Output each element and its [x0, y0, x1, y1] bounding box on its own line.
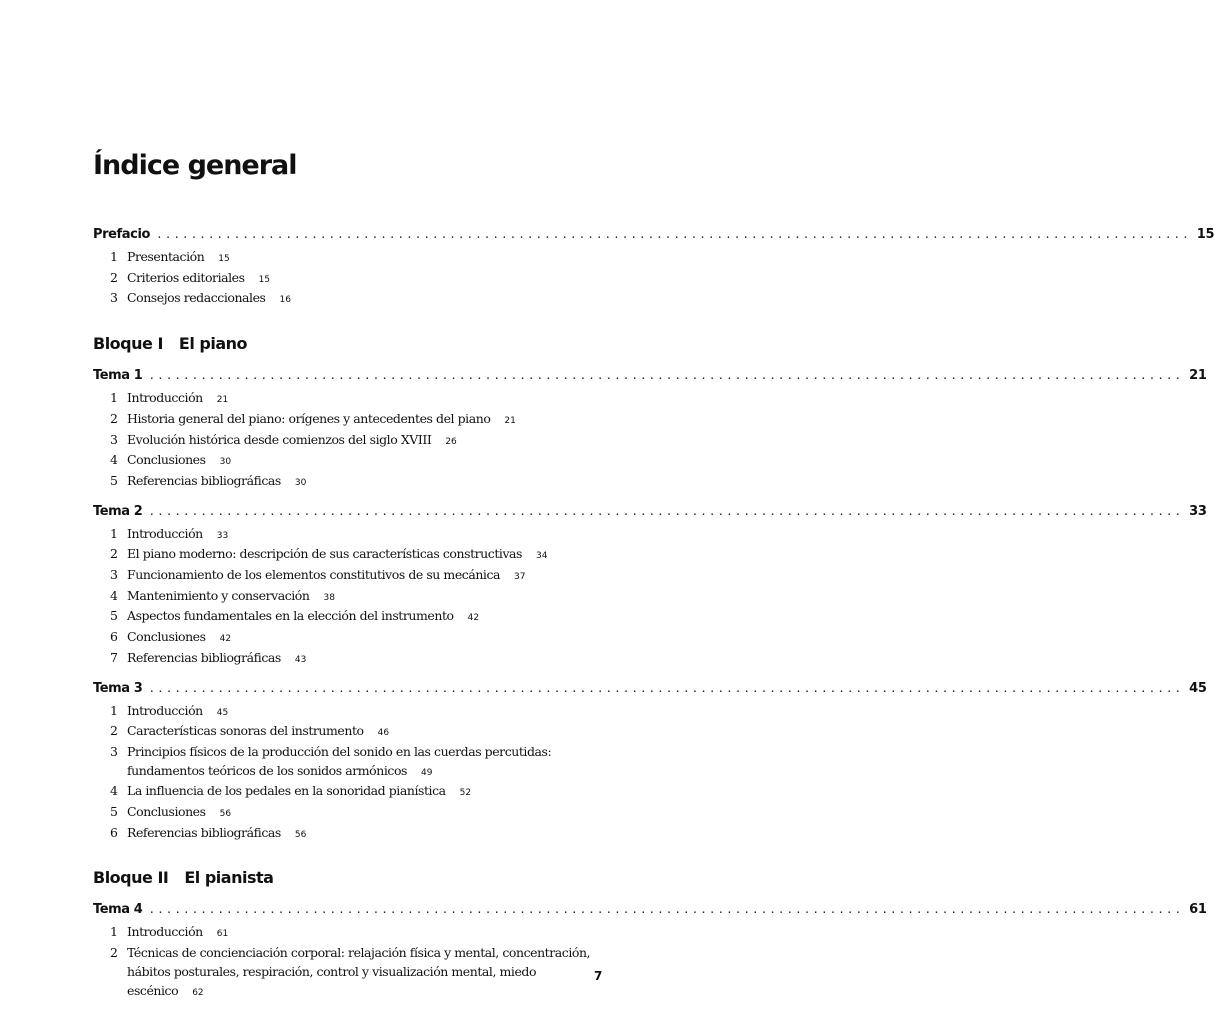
subsection-number: 2 [110, 723, 118, 739]
chapter-label: Tema 3 [93, 680, 143, 696]
subsection-title-text: Criterios editoriales [127, 269, 245, 285]
subsection-item[interactable] [93, 389, 603, 410]
dot-leader: ........................................................................................................................ [148, 903, 1184, 917]
subsection-title [127, 722, 603, 743]
subsection-title [127, 389, 603, 410]
subsection-item[interactable] [93, 566, 603, 587]
subsection-item[interactable] [93, 722, 603, 743]
subsection-title-text: Conclusiones [127, 629, 206, 645]
subsection-number: 1 [110, 702, 118, 718]
subsection-title-text: Historia general del piano: orígenes y antecedentes del piano [127, 410, 491, 426]
subsection-title [127, 525, 603, 546]
subsection-item[interactable] [93, 782, 603, 803]
subsection-item[interactable] [93, 628, 603, 649]
toc-section [93, 503, 1207, 670]
subsection-item[interactable] [93, 545, 603, 566]
subsection-title-text: Conclusiones [127, 804, 206, 820]
subsection-title [127, 472, 603, 493]
subsection-title [127, 269, 603, 290]
subsection-title [127, 607, 603, 628]
subsection-item[interactable] [93, 289, 603, 310]
subsection-title [127, 743, 603, 782]
subsection-item[interactable] [93, 824, 603, 845]
dot-leader: ........................................................................................................................ [148, 504, 1184, 518]
chapter-page-number: 15 [1196, 227, 1214, 242]
subsection-number: 2 [110, 269, 118, 285]
subsection-item[interactable] [93, 587, 603, 608]
chapter-label: Prefacio [93, 227, 151, 242]
block-name: El piano [178, 334, 247, 354]
subsection-number: 4 [110, 452, 118, 468]
subsection-page-number: 15 [258, 274, 271, 285]
subsection-number: 2 [110, 410, 118, 426]
subsection-title [127, 944, 603, 1002]
table-of-contents [93, 227, 1214, 1002]
subsection-title-text: Presentación [127, 249, 205, 264]
subsection-title [127, 628, 603, 649]
subsection-page-number: 33 [216, 530, 229, 541]
subsection-item[interactable] [93, 472, 603, 493]
subsection-item[interactable] [93, 410, 603, 431]
subsection-number: 5 [110, 472, 118, 488]
subsection-title-text: Principios físicos de la producción del sonido en las cuerdas percutidas: fundamentos teóricos de los sonidos armónicos [127, 743, 552, 778]
subsection-list [93, 525, 603, 670]
subsection-number: 5 [110, 608, 118, 624]
page-number: 7 [594, 969, 603, 983]
subsection-title-text: Referencias bibliográficas [127, 824, 281, 840]
subsection-title-text: La influencia de los pedales en la sonoridad pianística [127, 783, 446, 799]
chapter-entry[interactable] [93, 902, 1207, 922]
chapter-entry[interactable] [93, 227, 1214, 247]
subsection-item[interactable] [93, 525, 603, 546]
dot-leader: ........................................................................................................................ [148, 369, 1184, 383]
subsection-page-number: 43 [294, 654, 307, 665]
subsection-number: 1 [110, 249, 118, 264]
subsection-number: 1 [110, 924, 118, 940]
subsection-number: 2 [110, 546, 118, 562]
subsection-title [127, 649, 603, 670]
subsection-title [127, 782, 603, 803]
chapter-entry[interactable] [93, 680, 1207, 701]
subsection-item[interactable] [93, 944, 603, 1002]
subsection-number: 7 [110, 649, 118, 665]
block-label: Bloque II [93, 868, 169, 888]
subsection-page-number: 56 [294, 829, 307, 840]
subsection-title-text: Conclusiones [127, 452, 206, 468]
subsection-number: 3 [110, 743, 118, 759]
subsection-number: 6 [110, 629, 118, 645]
subsection-page-number: 37 [514, 572, 526, 583]
subsection-item[interactable] [93, 803, 603, 824]
subsection-title [127, 702, 603, 723]
subsection-page-number: 34 [536, 551, 548, 562]
subsection-title [127, 923, 603, 944]
subsection-title-text: Características sonoras del instrumento [127, 723, 364, 739]
dot-leader: ........................................................................................................................ [156, 228, 1191, 241]
subsection-page-number: 38 [323, 592, 335, 603]
chapter-page-number: 61 [1189, 902, 1207, 918]
subsection-title-text: Introducción [127, 525, 203, 541]
chapter-entry[interactable] [93, 503, 1207, 524]
subsection-list [93, 702, 603, 845]
block-label: Bloque I [93, 334, 163, 354]
subsection-title [127, 431, 603, 452]
subsection-title [127, 587, 603, 608]
subsection-title [127, 803, 603, 824]
subsection-title [127, 248, 603, 269]
subsection-title-text: Evolución histórica desde comienzos del siglo XVIII [127, 431, 432, 447]
subsection-page-number: 62 [192, 987, 204, 998]
subsection-number: 4 [110, 587, 118, 603]
subsection-title-text: Aspectos fundamentales en la elección del instrumento [127, 608, 454, 624]
subsection-title-text: Funcionamiento de los elementos constitutivos de su mecánica [127, 567, 501, 583]
subsection-item[interactable] [93, 248, 603, 269]
subsection-title-text: Introducción [127, 390, 203, 406]
block-heading [93, 334, 603, 358]
toc-section [93, 680, 1207, 845]
toc-section [93, 227, 1214, 310]
subsection-item[interactable] [93, 269, 603, 290]
chapter-label: Tema 2 [93, 503, 143, 519]
subsection-item[interactable] [93, 702, 603, 723]
subsection-title [127, 824, 603, 845]
chapter-label: Tema 4 [93, 902, 143, 918]
subsection-list [93, 389, 603, 493]
subsection-page-number: 21 [216, 395, 229, 406]
subsection-title [127, 451, 603, 472]
chapter-label: Tema 1 [93, 368, 143, 384]
subsection-title-text: Referencias bibliográficas [127, 649, 281, 665]
subsection-title-text: Introducción [127, 924, 203, 940]
subsection-item[interactable] [93, 649, 603, 670]
subsection-page-number: 30 [294, 477, 307, 488]
chapter-page-number: 33 [1189, 503, 1207, 519]
subsection-page-number: 49 [421, 767, 433, 778]
subsection-title-text: Consejos redaccionales [127, 290, 266, 306]
subsection-page-number: 30 [219, 457, 232, 468]
subsection-title [127, 289, 603, 310]
subsection-page-number: 16 [279, 295, 291, 306]
block-name: El pianista [184, 868, 274, 888]
subsection-page-number: 61 [216, 929, 229, 940]
subsection-item[interactable] [93, 451, 603, 472]
subsection-page-number: 15 [218, 254, 230, 264]
subsection-item[interactable] [93, 431, 603, 452]
chapter-entry[interactable] [93, 368, 1207, 388]
toc-section [93, 902, 1207, 1002]
subsection-number: 6 [110, 824, 118, 840]
subsection-title-text: Referencias bibliográficas [127, 472, 281, 488]
toc-section [93, 368, 1207, 493]
subsection-item[interactable] [93, 923, 603, 944]
subsection-page-number: 26 [445, 436, 457, 447]
subsection-page-number: 42 [467, 613, 480, 624]
subsection-title-text: Técnicas de concienciación corporal: relajación física y mental, concentración, hábitos posturales, respiración, control y visualización mental, miedo escénico [127, 945, 591, 998]
subsection-page-number: 46 [377, 728, 390, 739]
subsection-number: 2 [110, 945, 118, 961]
block-heading [93, 868, 603, 892]
subsection-title-text: Introducción [127, 702, 203, 718]
subsection-number: 1 [110, 525, 118, 541]
subsection-list [93, 923, 603, 1002]
dot-leader: ........................................................................................................................ [148, 681, 1184, 695]
chapter-page-number: 45 [1189, 680, 1207, 696]
subsection-title [127, 545, 603, 566]
subsection-number: 1 [110, 390, 118, 406]
subsection-page-number: 45 [216, 707, 229, 718]
page-title: Índice general [93, 150, 297, 181]
subsection-title [127, 410, 603, 431]
subsection-title-text: Mantenimiento y conservación [127, 587, 310, 603]
subsection-page-number: 42 [219, 634, 232, 645]
subsection-number: 3 [110, 431, 118, 447]
subsection-number: 3 [110, 290, 118, 306]
subsection-item[interactable] [93, 743, 603, 782]
subsection-number: 5 [110, 804, 118, 820]
chapter-page-number: 21 [1189, 368, 1207, 384]
subsection-title-text: El piano moderno: descripción de sus características constructivas [127, 546, 523, 562]
subsection-item[interactable] [93, 607, 603, 628]
subsection-page-number: 52 [459, 788, 472, 799]
subsection-title [127, 566, 603, 587]
subsection-list [93, 248, 603, 310]
subsection-number: 4 [110, 783, 118, 799]
subsection-page-number: 21 [504, 415, 516, 426]
subsection-number: 3 [110, 567, 118, 583]
subsection-page-number: 56 [219, 809, 232, 820]
